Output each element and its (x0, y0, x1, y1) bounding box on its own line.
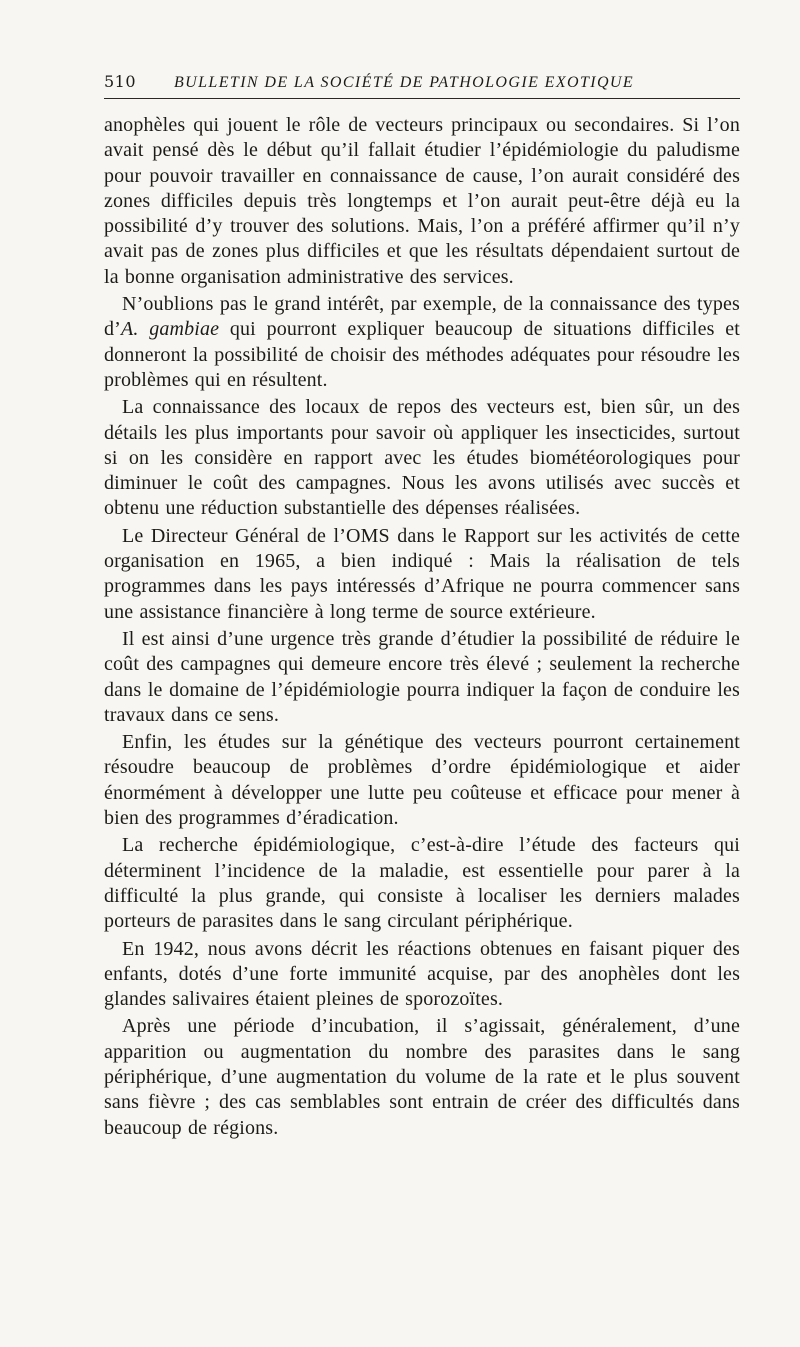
species-name: A. gambiae (120, 318, 220, 341)
paragraph-resting-sites: La connaissance des locaux de repos des vecteurs est, bien sûr, un des détails les plus importants pour savoir où appliquer les insecticides, surtout si on les considère en rapport avec les études biométéorologiques pour diminuer le coût des campagnes. Nous les avons utilisés avec succès et obtenu une réduction substantielle des dépenses réalisées. (104, 396, 740, 520)
running-header (104, 72, 740, 99)
body-text (104, 113, 740, 1141)
paragraph-epidemiological-research: La recherche épidémiologique, c’est-à-dire l’étude des facteurs qui déterminent l’incidence de la maladie, est essentielle pour parer à la difficulté la plus grande, qui consiste à localiser les derniers malades porteurs de parasites dans le sang circulant périphérique. (104, 834, 740, 933)
paragraph-incubation: Après une période d’incubation, il s’agissait, généralement, d’une apparition ou augmentation du nombre des parasites dans le sang périphérique, d’une augmentation du volume de la rate et le plus souvent sans fièvre ; des cas semblables sont entrain de créer des difficultés dans beaucoup de régions. (104, 1015, 740, 1139)
journal-title: BULLETIN DE LA SOCIÉTÉ DE PATHOLOGIE EXOTIQUE (174, 74, 635, 91)
paragraph-text: qui pourront expliquer beaucoup de situations difficiles et donneront la possibilité de choisir des méthodes adéquates pour résoudre les problèmes qui en résultent. (104, 318, 741, 391)
paragraph-text: N’oublions pas le grand intérêt, par exemple, de la connaissance des types d’ (104, 293, 740, 341)
page-number: 510 (104, 72, 137, 91)
paragraph-genetics: Enfin, les études sur la génétique des vecteurs pourront certainement résoudre beaucoup de problèmes d’ordre épidémiologique et aider énormément à développer une lutte peu coûteuse et efficace pour mener à bien des programmes d’éradication. (104, 731, 740, 830)
paragraph-gambiae-types (104, 292, 740, 393)
paragraph-1942-reactions: En 1942, nous avons décrit les réactions obtenues en faisant piquer des enfants, dotés d’une forte immunité acquise, par des anophèles dont les glandes salivaires étaient pleines de sporozoïtes. (104, 937, 740, 1011)
paragraph-urgency: Il est ainsi d’une urgence très grande d’étudier la possibilité de réduire le coût des campagnes qui demeure encore très élevé ; seulement la recherche dans le domaine de l’épidémiologie pourra indiquer la façon de conduire les travaux dans ce sens. (104, 627, 740, 726)
paragraph-oms-report: Le Directeur Général de l’OMS dans le Rapport sur les activités de cette organisation en 1965, a bien indiqué : Mais la réalisation de tels programmes dans les pays intéressés d’Afrique ne pourra commencer sans une assistance financière à long terme de source extérieure. (104, 524, 740, 623)
paragraph-continuation: anophèles qui jouent le rôle de vecteurs principaux ou secondaires. Si l’on avait pensé dès le début qu’il fallait étudier l’épidémiologie du paludisme pour pouvoir travailler en connaissance de cause, l’on aurait considéré des zones difficiles depuis très longtemps et l’on aurait peut-être déjà eu la possibilité d’y trouver des solutions. Mais, l’on a préféré affirmer qu’il n’y avait pas de zones plus difficiles et que les résultats dépendaient surtout de la bonne organisation administrative des services. (104, 114, 740, 288)
